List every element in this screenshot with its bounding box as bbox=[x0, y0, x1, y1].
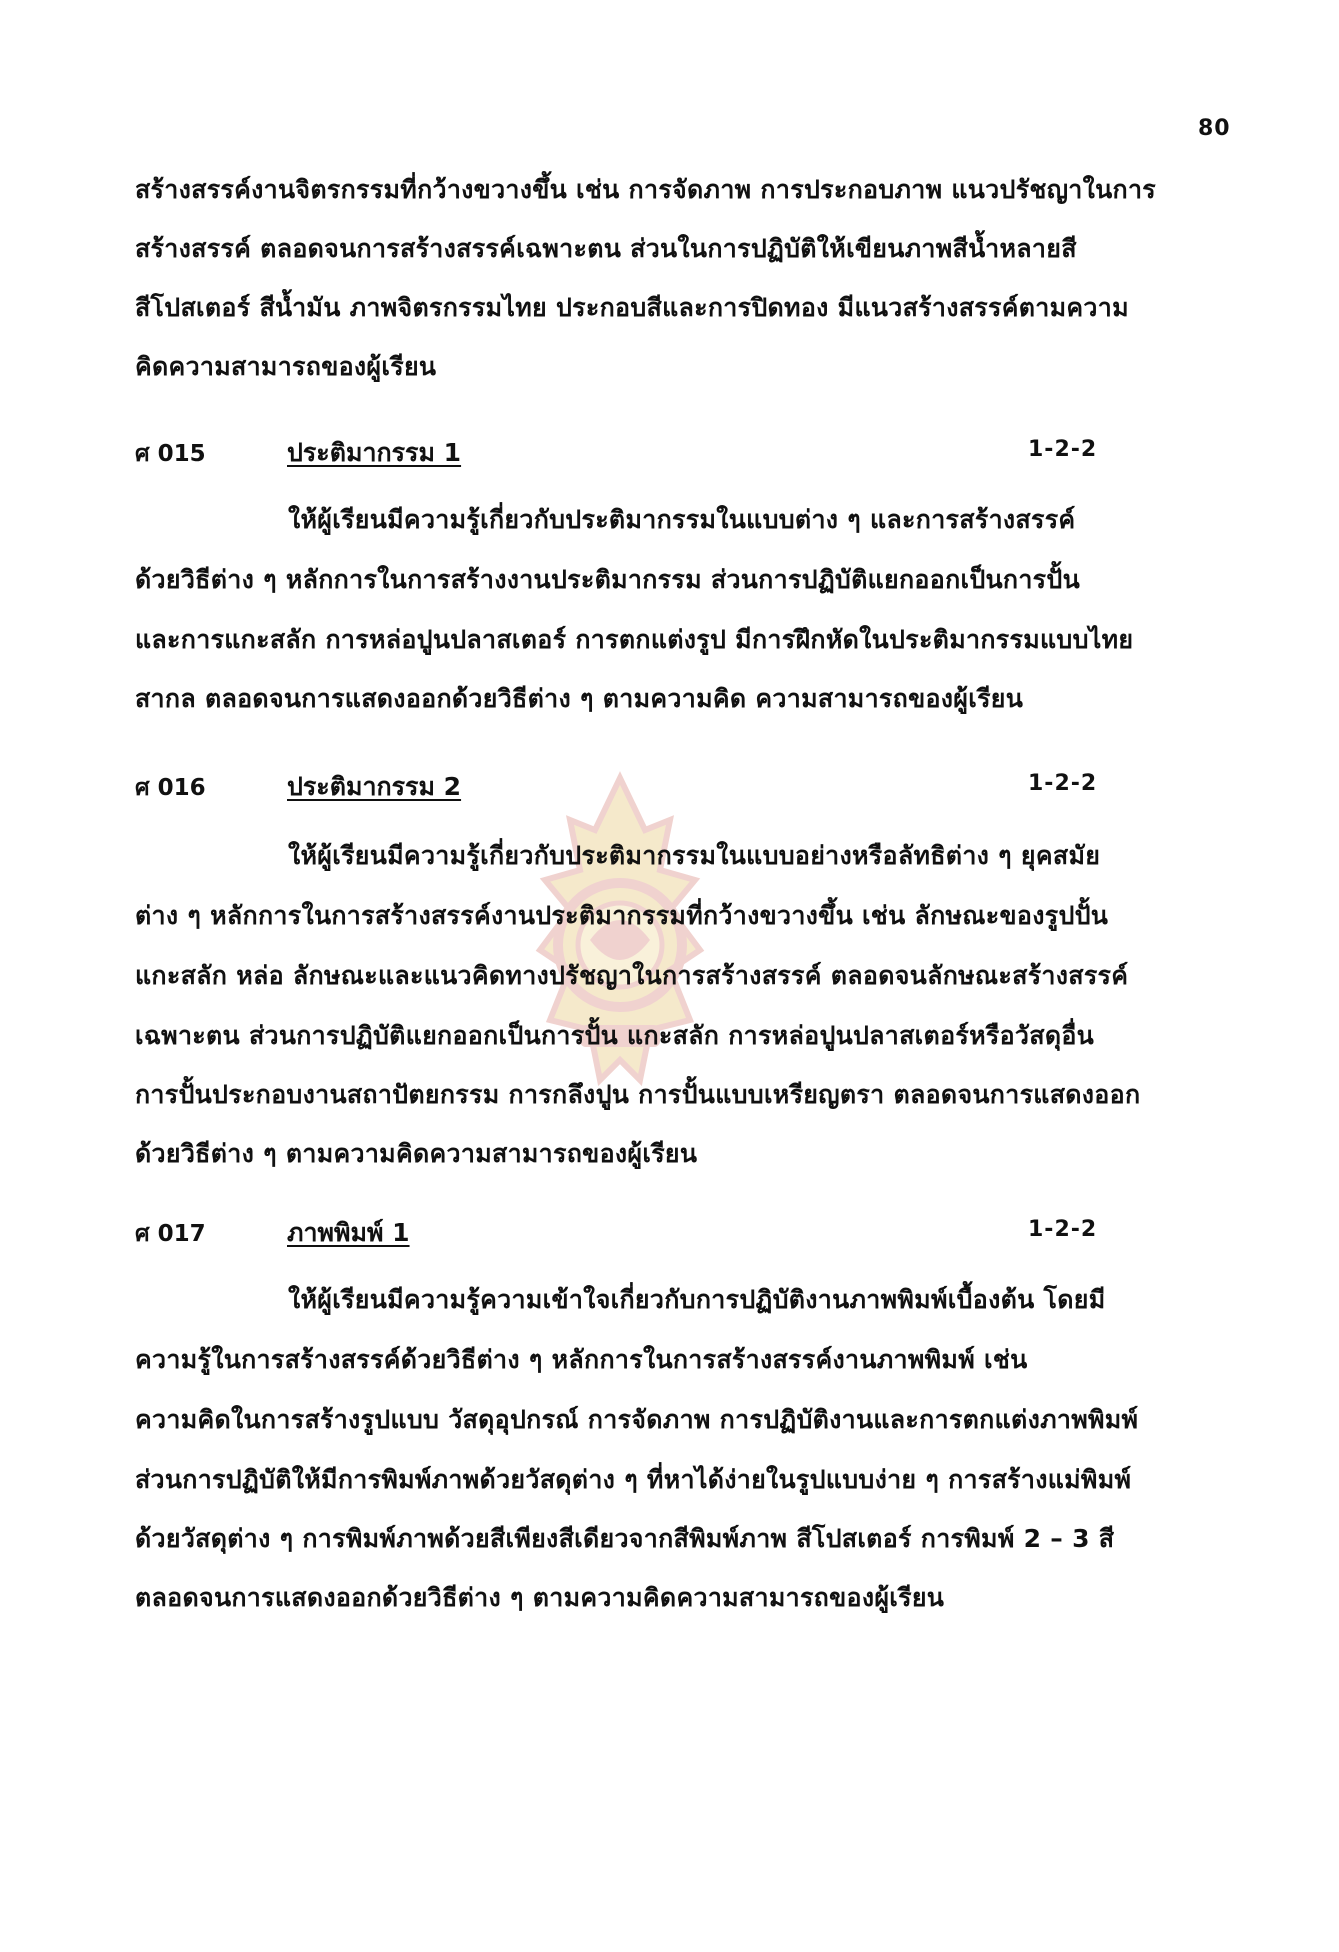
course-desc-line: ความคิดในการสร้างรูปแบบ วัสดุอุปกรณ์ การจัดภาพ การปฏิบัติงานและการตกแต่งภาพพิมพ์ bbox=[135, 1405, 1139, 1434]
course-desc-line: ให้ผู้เรียนมีความรู้เกี่ยวกับประติมากรรมในแบบอย่างหรือลัทธิต่าง ๆ ยุคสมัย bbox=[288, 841, 1101, 870]
course-credits: 1-2-2 bbox=[1028, 1217, 1098, 1242]
course-code: ศ 015 bbox=[135, 441, 206, 467]
course-credits: 1-2-2 bbox=[1028, 771, 1098, 796]
course-desc-line: และการแกะสลัก การหล่อปูนปลาสเตอร์ การตกแต่งรูป มีการฝึกหัดในประติมากรรมแบบไทย bbox=[135, 625, 1134, 654]
intro-line-2: สร้างสรรค์ ตลอดจนการสร้างสรรค์เฉพาะตน ส่วนในการปฏิบัติให้เขียนภาพสีน้ำหลายสี bbox=[135, 234, 1077, 263]
intro-line-3: สีโปสเตอร์ สีน้ำมัน ภาพจิตรกรรมไทย ประกอบสีและการปิดทอง มีแนวสร้างสรรค์ตามความ bbox=[135, 293, 1129, 322]
course-desc-line: ด้วยวัสดุต่าง ๆ การพิมพ์ภาพด้วยสีเพียงสีเดียวจากสีพิมพ์ภาพ สีโปสเตอร์ การพิมพ์ 2 – 3 สี bbox=[135, 1524, 1115, 1553]
course-desc-line: เฉพาะตน ส่วนการปฏิบัติแยกออกเป็นการปั้น แกะสลัก การหล่อปูนปลาสเตอร์หรือวัสดุอื่น bbox=[135, 1021, 1095, 1050]
course-desc-line: การปั้นประกอบงานสถาปัตยกรรม การกลึงปูน การปั้นแบบเหรียญตรา ตลอดจนการแสดงออก bbox=[135, 1080, 1141, 1109]
course-code: ศ 017 bbox=[135, 1221, 206, 1247]
page-number: 80 bbox=[1198, 116, 1231, 141]
intro-line-4: คิดความสามารถของผู้เรียน bbox=[135, 352, 437, 381]
course-code: ศ 016 bbox=[135, 775, 206, 801]
course-credits: 1-2-2 bbox=[1028, 437, 1098, 462]
intro-line-1: สร้างสรรค์งานจิตรกรรมที่กว้างขวางขึ้น เช่น การจัดภาพ การประกอบภาพ แนวปรัชญาในการ bbox=[135, 175, 1157, 204]
course-desc-line: ด้วยวิธีต่าง ๆ ตามความคิดความสามารถของผู้เรียน bbox=[135, 1139, 698, 1168]
course-title: ประติมากรรม 1 bbox=[287, 438, 462, 467]
course-desc-line: ด้วยวิธีต่าง ๆ หลักการในการสร้างงานประติมากรรม ส่วนการปฏิบัติแยกออกเป็นการปั้น bbox=[135, 565, 1080, 594]
course-desc-line: แกะสลัก หล่อ ลักษณะและแนวคิดทางปรัชญาในการสร้างสรรค์ ตลอดจนลักษณะสร้างสรรค์ bbox=[135, 961, 1129, 990]
course-desc-line: ส่วนการปฏิบัติให้มีการพิมพ์ภาพด้วยวัสดุต่าง ๆ ที่หาได้ง่ายในรูปแบบง่าย ๆ การสร้างแม่พิมพ์ bbox=[135, 1465, 1132, 1494]
course-desc-line: ให้ผู้เรียนมีความรู้ความเข้าใจเกี่ยวกับการปฏิบัติงานภาพพิมพ์เบื้องต้น โดยมี bbox=[288, 1285, 1106, 1314]
course-title: ภาพพิมพ์ 1 bbox=[287, 1218, 410, 1247]
course-title: ประติมากรรม 2 bbox=[287, 772, 462, 801]
course-desc-line: ตลอดจนการแสดงออกด้วยวิธีต่าง ๆ ตามความคิดความสามารถของผู้เรียน bbox=[135, 1583, 945, 1612]
course-desc-line: สากล ตลอดจนการแสดงออกด้วยวิธีต่าง ๆ ตามความคิด ความสามารถของผู้เรียน bbox=[135, 684, 1024, 713]
course-desc-line: ต่าง ๆ หลักการในการสร้างสรรค์งานประติมากรรมที่กว้างขวางขึ้น เช่น ลักษณะของรูปปั้น bbox=[135, 901, 1109, 930]
course-desc-line: ให้ผู้เรียนมีความรู้เกี่ยวกับประติมากรรมในแบบต่าง ๆ และการสร้างสรรค์ bbox=[288, 505, 1076, 534]
course-desc-line: ความรู้ในการสร้างสรรค์ด้วยวิธีต่าง ๆ หลักการในการสร้างสรรค์งานภาพพิมพ์ เช่น bbox=[135, 1345, 1028, 1374]
